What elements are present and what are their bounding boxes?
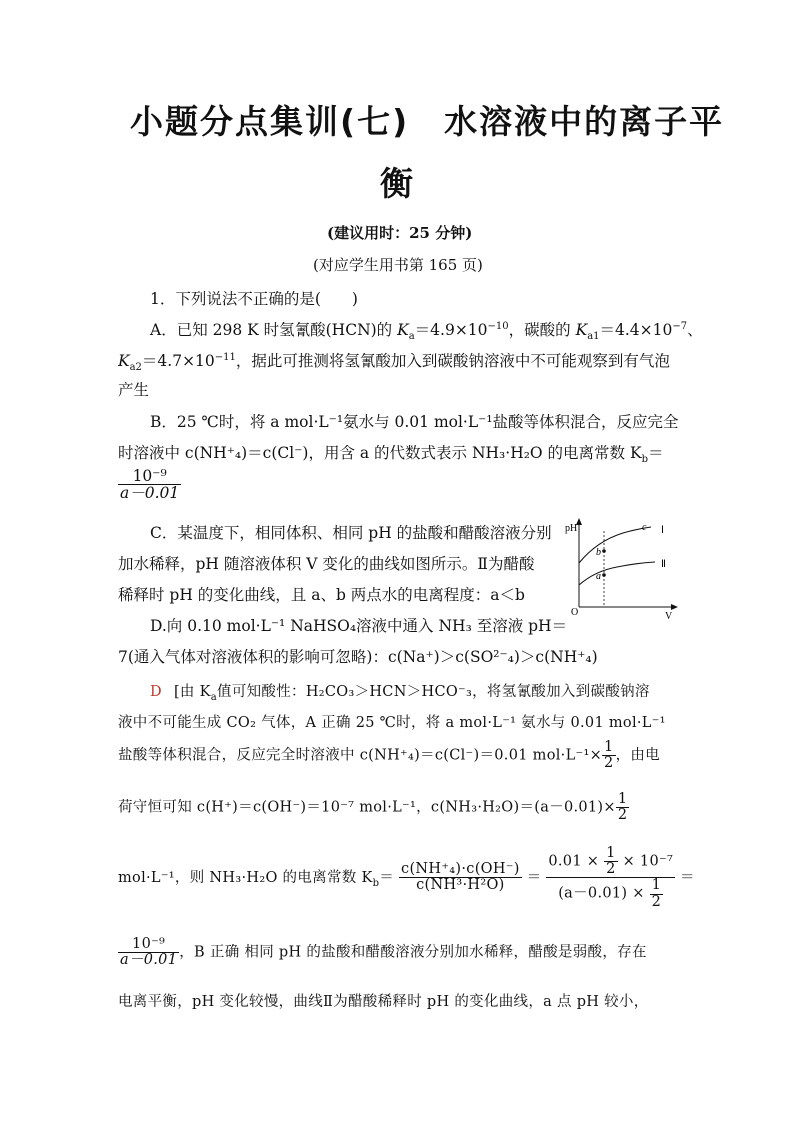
y-axis-label: pH (565, 523, 578, 534)
option-b-line2: 时溶液中 c(NH⁺₄)＝c(Cl⁻)，用含 a 的代数式表示 NH₃·H₂O 的电离常数 $K_b=$ (118, 444, 664, 466)
option-d-line2: 7(通入气体对溶液体积的影响可忽略)：c(Na⁺)＞c(SO²⁻₄)＞c(NH⁺₄) (118, 648, 598, 666)
option-d-line1: D.向 0.10 mol·L⁻¹ NaHSO₄溶液中通入 NH₃ 至溶液 pH＝ (150, 617, 568, 635)
option-b-line1: B．25 ℃时，将 a mol·L⁻¹氨水与 0.01 mol·L⁻¹盐酸等体积混合，反应完全 (150, 413, 679, 431)
x-axis-arrow (671, 604, 678, 610)
answer-line1: D [由 $K_a$值可知酸性：H₂CO₃＞HCN＞HCO⁻₃，将氢氰酸加入到碳酸钠溶 (150, 684, 650, 703)
curve-1-label: Ⅰ (661, 525, 664, 536)
option-a-line3: 产生 (118, 381, 150, 399)
answer-line7: 电离平衡，pH 变化较慢，曲线Ⅱ为醋酸稀释时 pH 的变化曲线，a 点 pH 较小， (118, 994, 649, 1010)
answer-line5: mol·L⁻¹，则 NH₃·H₂O 的电离常数 $K_b=$ $\frac{\text{c(NH⁺₄)·c(OH⁻)}}{\text{c(NH³·H²O)}}$ ＝ 0.01 × $\frac{1}{2}$ × 10⁻⁷ (a－0.01) × $\frac{1}{2}$ ＝ (118, 845, 695, 910)
suggested-time: (建议用时：25 分钟) (327, 224, 473, 242)
point-b (602, 549, 606, 553)
page-title-continued: 衡 (380, 164, 415, 203)
option-a-line1: A．已知 298 K 时氢氰酸(HCN)的 $K_a=4.9\times 10^{-10}$，碳酸的 $K_{a1}=4.4\times 10^{-7}$、 (150, 320, 703, 343)
answer-line4: 荷守恒可知 c(H⁺)＝c(OH⁻)＝10⁻⁷ mol·L⁻¹，c(NH₃·H₂O)＝(a－0.01)× $\frac{1}{2}$ (118, 791, 628, 824)
option-a-line2: $K_{a2}=4.7\times 10^{-11}$，据此可推测将氢氰酸加入到碳酸钠溶液中不可能观察到有气泡 (118, 351, 670, 374)
answer-line3: 盐酸等体积混合，反应完全时溶液中 c(NH⁺₄)＝c(Cl⁻)＝0.01 mol·L⁻¹× $\frac{1}{2}$ ，由电 (118, 739, 660, 772)
curve-2-label: Ⅱ (661, 559, 666, 570)
curve-1 (579, 527, 651, 563)
option-c-line3: 稀释时 pH 的变化曲线，且 a、b 两点水的电离程度：a＜b (118, 586, 525, 604)
point-c-label: c (642, 522, 647, 533)
ph-dilution-graph (565, 517, 680, 622)
option-c-line1: C．某温度下，相同体积、相同 pH 的盐酸和醋酸溶液分别 (150, 524, 552, 542)
point-b-label: b (596, 547, 601, 558)
x-axis-label: V (665, 611, 673, 622)
origin-label: O (571, 607, 579, 618)
book-reference: (对应学生用书第 165 页) (313, 256, 483, 274)
point-a (602, 573, 606, 577)
curve-2 (579, 562, 655, 585)
page-title: 小题分点集训(七) 水溶液中的离子平 (130, 102, 725, 141)
point-a-label: a (596, 571, 601, 582)
answer-line2: 液中不可能生成 CO₂ 气体，A 正确 25 ℃时，将 a mol·L⁻¹ 氨水与 0.01 mol·L⁻¹ (118, 715, 666, 731)
answer-letter: D (150, 684, 162, 700)
question-stem: 1．下列说法不正确的是( ) (150, 290, 358, 308)
option-b-fraction: $\frac{\text{10⁻⁹}}{a-0.01}$ (120, 467, 180, 503)
answer-line6: $\frac{\text{10⁻⁹}}{a-0.01}$ ，B 正确 相同 pH 的盐酸和醋酸溶液分别加水稀释，醋酸是弱酸，存在 (120, 936, 647, 969)
option-c-line2: 加水稀释，pH 随溶液体积 V 变化的曲线如图所示。Ⅱ为醋酸 (118, 555, 535, 573)
